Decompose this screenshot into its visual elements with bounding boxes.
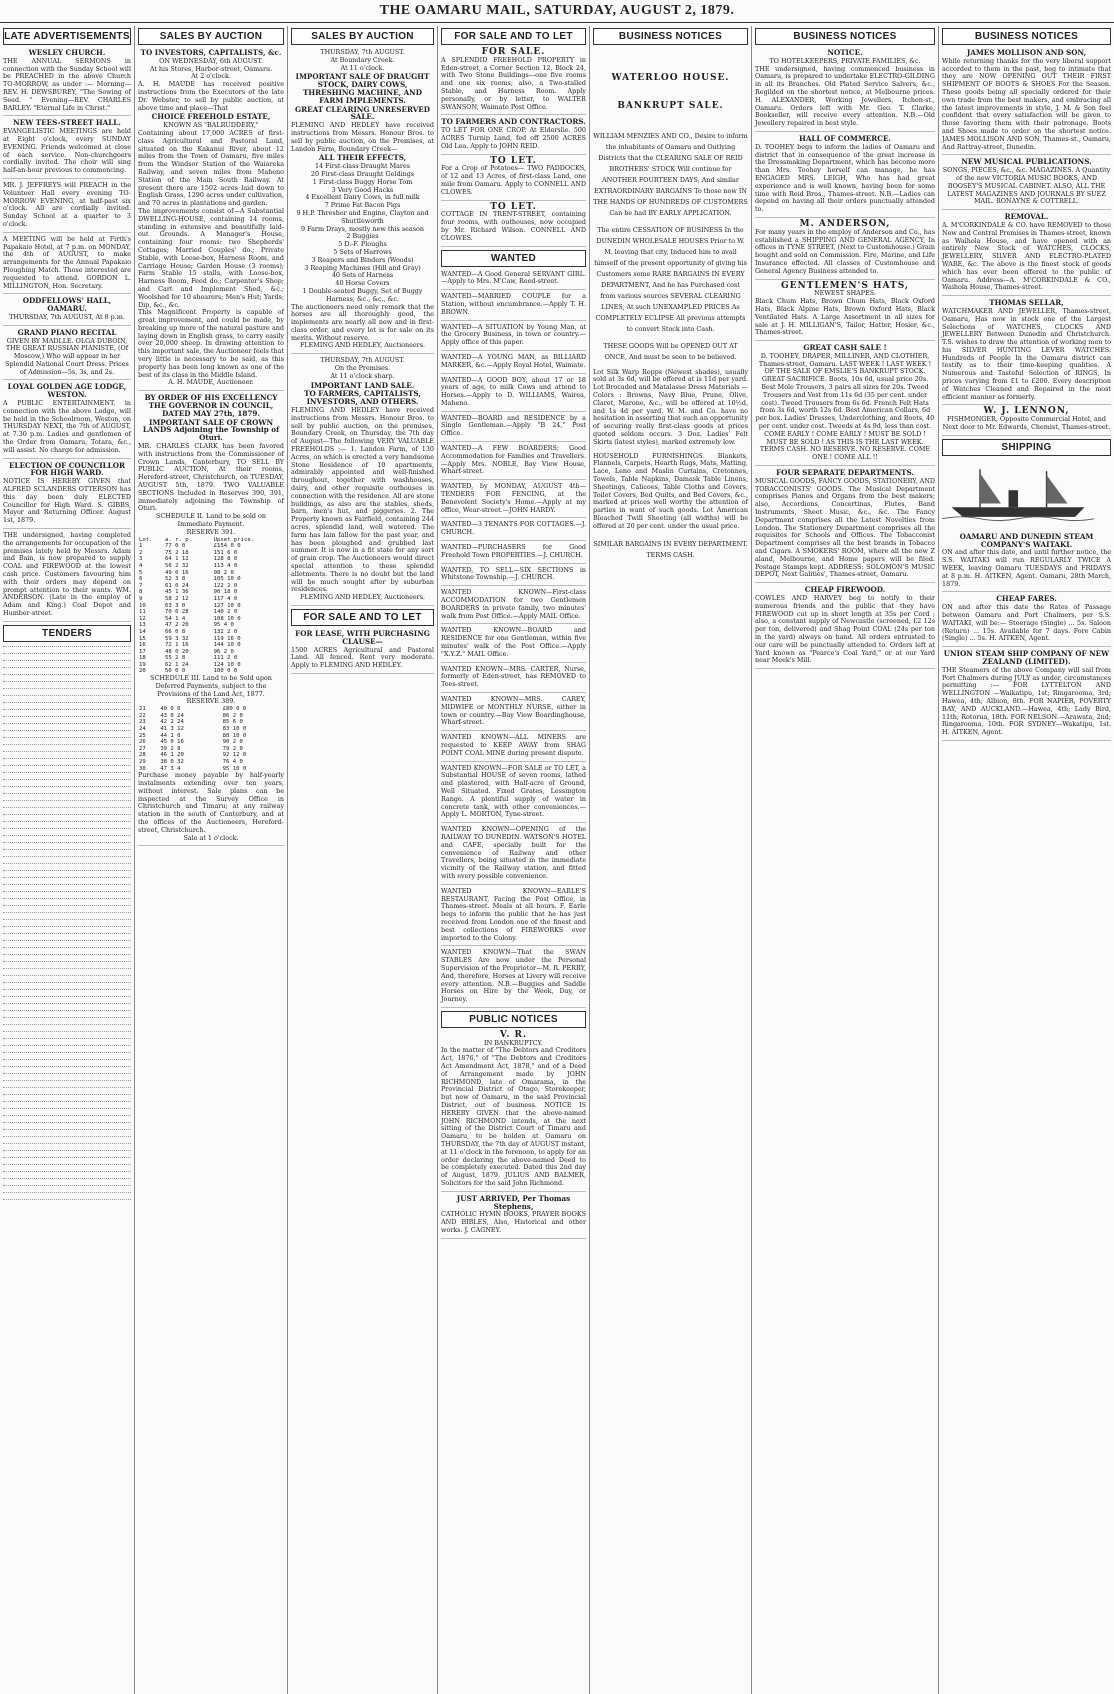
table-cell: 15	[139, 635, 146, 642]
table-cell: 12	[139, 615, 146, 622]
table-cell: 79 2 0	[222, 745, 243, 752]
table-cell: 86 2 0	[222, 712, 243, 719]
section-header-sales-1: SALES BY AUCTION	[138, 28, 284, 45]
table-row	[138, 603, 284, 610]
ad-mollison: JAMES MOLLISON AND SON, While returning thanks for the very liberal support accorded to them in the past, beg to intimate that they are NOW OPENING OUT THEIR FIRST SHIPMENT OF BOOTS & SHOES For the Season. These goods being all specially ordered for their own trade from the best makers, and embracing all the latest improvements in style, J. M. & Son feel confident that every satisfaction will be given to those favoring them with their patronage. Boots and Shoes made to order on the shortest notice. JAMES MOLLISON AND SON, Thames-st., Oamaru, And Rattray-street, Dunedin.	[942, 49, 1111, 155]
column-sales-1	[135, 26, 288, 1694]
table-cell: 124 10 0	[213, 661, 241, 668]
wanted-ad: WANTED KNOWN—MRS. CAREY, MIDWIFE or MONTHLY NURSE, either in town or country.—Bay View Boardinghouse, Wharf-street.	[441, 696, 586, 731]
table-cell: 72 1 16	[165, 642, 189, 649]
list-item: 9 Farm Drays, mostly new this season	[301, 224, 424, 233]
table-row	[138, 570, 284, 577]
table-cell: 61 0 24	[165, 582, 189, 589]
table-cell: 8	[139, 589, 143, 596]
table-row	[138, 609, 284, 616]
table-cell: 43 0 24	[160, 712, 184, 719]
table-cell: 113 4 0	[213, 562, 238, 569]
section-header-tenders: TENDERS	[3, 625, 131, 642]
list-item: 20 First-class Draught Geldings	[310, 169, 415, 178]
table-row	[138, 706, 284, 713]
table-cell: 50 0 0	[165, 668, 186, 675]
table-cell: 38 0 32	[160, 759, 184, 766]
table-cell: 3	[139, 556, 143, 563]
wanted-list	[441, 271, 586, 1008]
column-business-2	[752, 26, 939, 1694]
wanted-ad: WANTED KNOWN—ALL MINERS are requested to KEEP AWAY from SHAG POINT COAL MINE during present dispute.	[441, 734, 586, 761]
table-cell: 127 10 0	[213, 602, 241, 609]
table-cell: 144 10 0	[213, 642, 241, 649]
wanted-ad: WANTED—A GOOD BOY, about 17 or 18 years of age, to milk Cows and attend to Horses.—Apply to D. WILLIAMS, Wairea, Maheno.	[441, 377, 586, 412]
table-row	[138, 589, 284, 596]
section-header-for-sale-2: FOR SALE AND TO LET	[291, 609, 434, 626]
ad-coal-firewood: THE undersigned, having completed the arrangements for occupation of the premises lately held by Messrs. Adam and Bain, is now prepared to supply COAL and FIREWOOD at the lowest cash price. Customers favouring him with their orders may depend on prompt attention to their wants. WM. ANDERSON. (Late in the employ of Adam and King.) Coal Depot and Humber-street.	[3, 532, 131, 622]
table-cell: 96 2 0	[213, 648, 234, 655]
wanted-ad: WANTED KNOWN—OPENING of the RAILWAY TO DUNEDIN. WATSON'S HOTEL and CAFE, specially built for the convenience of Railway and other Travellers, being situated in the immediate vicinity of the Railway station, and fitted with every possible convenience.	[441, 826, 586, 885]
table-cell: 56 2 32	[165, 562, 189, 569]
table-cell: 90 18 0	[213, 589, 238, 596]
table-cell: 1	[139, 543, 143, 550]
table-cell: 41 3 12	[160, 726, 184, 733]
table-cell: £154 0 0	[213, 543, 241, 550]
wanted-ad: WANTED KNOWN—First-class ACCOMMODATION for two Gentlemen BOARDERS in private family, two minutes' walk from Post Office.—Apply MAIL Office.	[441, 589, 586, 624]
ad-piano-recital: GRAND PIANO RECITAL GIVEN BY MADLLE. OLGA DUBOIN, THE GREAT RUSSIAN PIANISTE, (Of Moscow,) Who will appear in her Splendid National Court Dress. Prices of Admission—5s, 3s, and 2s.	[3, 329, 131, 381]
ad-cheap-fares: CHEAP FARES. ON and after this date the Rates of Passage between Oamaru and Port Chalmers, per S.S. WAITAKI, will be:— Steerage (Single) ... 5s. Saloon (Return) ... 15s. Available for 7 days. Fore Cabin (Single) ... 5s. H. AITKEN, Agent.	[942, 595, 1111, 647]
column-for-sale	[438, 26, 590, 1694]
list-item: 40 Horse Covers	[335, 279, 390, 288]
ad-boundary-creek: THURSDAY, 7th AUGUST. At Boundary Creek. At 11 o'clock. IMPORTANT SALE OF DRAUGHT STOCK, DAIRY COWS, THRESHING MACHINE, AND FARM IMPLEMENTS. GREAT CLEARING UNRESERVED SALE. FLEMING AND HEDLEY have received instructions from Messrs. Honour Bros. to sell by public auction, on the Premises, at Landon Farm, Boundary Creek— ALL THEIR EFFECTS, 14 First-class Draught Mares 20 First-class Draught Geldings 1 First-class Buggy Horse Tom 3 Very Good Hacks 4 Excellent Dairy Cows, in full milk 7 Prime Fat Bacon Pigs 9 H.P. Thresher and Engine, Clayton and Shuttleworth 9 Farm Drays, mostly new this season 2 Buggies 5 D.-F. Ploughs 5 Sets of Harrows 3 Reapers and Binders (Woods) 3 Reaping Machines (Hill and Gray) 40 Sets of Harness 40 Horse Covers 1 Double-seated Buggy, Set of Buggy Harness, &c., &c., &c. The auctioneers need only remark that the horses are all thoroughly good, the implements are nearly all new and in first-class order, and every lot is for sale on its merits. Without reserve. FLEMING AND HEDLEY, Auctioneers.	[291, 49, 434, 354]
table-row	[138, 583, 284, 590]
table-cell: 64 1 12	[165, 556, 189, 563]
table-cell: 16	[139, 642, 146, 649]
wanted-ad: WANTED—A Good General SERVANT GIRL.—Apply to Mrs. M'Caw, Reed-street.	[441, 271, 586, 291]
list-item: 5 Sets of Harrows	[333, 247, 392, 256]
ad-bankruptcy: V. R. IN BANKRUPTCY. In the matter of "The Debtors and Creditors Act, 1876," of "The Debtors and Creditors Act Amendment Act, 1878," and of a Deed of Arrangement made by JOHN RICHMOND, late of Omarama, in the Provincial District of Otago, Storekeeper, but now of Oamaru, in the said Provincial District, out of business. NOTICE IS HEREBY GIVEN that the above-named JOHN RICHMOND intends, at the next sitting of the District Court of Timaru and Oamaru, to be holden at Oamaru on THURSDAY, the 7th day of AUGUST instant, at 11 o'clock in the forenoon, to apply for an order declaring the above-named Deed to be completely executed. Dated this 2nd day of August, 1879. JULIUS AND BALMER, Solicitors for the said John Richmond.	[441, 1032, 586, 1192]
table-cell: 76 4 0	[222, 759, 243, 766]
list-item: 3 Reaping Machines (Hill and Gray)	[304, 263, 421, 272]
ad-jeffreys: MR. J. JEFFREYS will PREACH in the Volunteer Hall every evening TO-MORROW EVENING, at half-past six o'clock. All are cordially invited. Sunday School at a quarter to 3 o'clock.	[3, 182, 131, 233]
ad-balruddery: TO INVESTORS, CAPITALISTS, &c. ON WEDNESDAY, 6th AUGUST. At his Stores, Harbor-street, Oamaru. At 2 o'clock. A. H. MAUDE has received positive instructions from the Executors of the late Dr. Webster, to sell by public auction, at above time and place—That CHOICE FREEHOLD ESTATE, KNOWN AS "BALRUDDERY," Containing about 17,000 ACRES of first-class Agricultural and Pastoral Land, situated on the Kakanui River, about 12 miles from the Town of Oamaru, five miles from the Windsor Station of the Waiareka Railway, and seven miles from Maheno Station of the Main South Railway. At present there are 1502 acres laid down to English Grass, 1290 acres under cultivation, and 70 acres in plantations and garden. The improvements consist of—A Substantial DWELLING-HOUSE, containing 14 rooms, standing in extensive and beautifully laid-out Grounds. A Manager's House, containing four rooms: two Shepherds' Cottages; Married Couples' do.; Private Stable, with Loose-box, Harness Room, and Carriage House; Garden House (3 rooms); Farm Stable 15 stalls, with Loose-box, Harness Room, Feed do.; Carpenter's Shop; and Cart and Implement Shed, &c.; Woolshed for 10 shearers; Men's Hut; Yards; Dip, &c., &c. This Magnificent Property is capable of great improvement, and could be made, by breaking up more of the natural pasture and laying down in English grass, to carry easily over 20,000 sheep. In drawing attention to this important sale, the Auctioneer feels that very little is necessary to be said, as this property has been long known as one of the best of its class in the Middle Island. A. H. MAUDE, Auctioneer.	[138, 49, 284, 391]
ad-hall-of-commerce: HALL OF COMMERCE. D. TOOHEY begs to inform the ladies of Oamaru and district that in consequence of the great increase in the Dressmaking Department, which has become more than Mrs. Toohey herself can manage, he has ENGAGED MRS. LEIGH, Who has had great experience and is well known, having been for some time with Reid Bros., Thames-street. N.B.—Ladies can depend on having all their orders punctually attended to.	[755, 135, 935, 218]
list-item: 1 First-class Buggy Horse Tom	[312, 177, 413, 186]
table-cell: 77 0 0	[165, 543, 186, 550]
table-cell: 140 2 0	[213, 609, 238, 616]
table-cell: 90 2 0	[222, 739, 243, 746]
table-cell: 63 3 0	[165, 602, 186, 609]
table-cell: 54 1 4	[165, 615, 186, 622]
table-cell: 85 6 0	[222, 719, 243, 726]
section-header-for-sale: FOR SALE AND TO LET	[441, 28, 586, 45]
wanted-ad: WANTED, by MONDAY, AUGUST 4th—TENDERS FOR FENCING, at the Benevolent Society's Home.—Apply at my office, Wear-street.—JOHN HARDY.	[441, 483, 586, 518]
table-cell: 18	[139, 655, 146, 662]
table-cell: 6	[139, 576, 143, 583]
lots-table: Lot. a. r. p. Upset price. 1 77 0 0 £154 0 0 2 75 2 18 151 6 0 3 64 1 12 128 8 0 4 56 2 32 113 4 0 5 49 0 16 98 2 0 6 52 3 8 105 10 0 7 61 0 24 122 2 0 8 45 1 36 90 18 0 9 58 2 12 117 4 0 10 63 3 0 127 10 0 11 70 0 28 140 2 0 12 54 1 4 108 10 0 13 47 2 20 95 4 0 14 66 0 8 132 2 0 15 59 3 32 119 16 0 16 72 1 16 144 10 0 17 48 0 20 96 2 0 18 55 2 8 111 2 0 19 62 1 24 124 10 0 20 50 0 0 100 0 0	[138, 537, 284, 675]
wanted-ad: WANTED KNOWN—That the SWAN STABLES Are now under the Personal Supervision of the Proprietor—M. R. PERRY, And, therefore, Horses at Livery will receive every attention. N.B.—Buggies and Saddle Horses on Hire by the Week, Day, or Journey.	[441, 949, 586, 1008]
ad-musical-publications: NEW MUSICAL PUBLICATIONS. SONGS, PIECES, &c., &c. MAGAZINES. A Quantity of the new VICTORIA MUSIC BOOKS, AND BOOSEY'S MUSICAL CABINET. ALSO, ALL THE LATEST MAGAZINES AND JOURNALS BY SUEZ MAIL. RONAYNE & COTTRELL.	[942, 158, 1111, 210]
table-cell: 5	[139, 569, 143, 576]
ad-union-steam: UNION STEAM SHIP COMPANY OF NEW ZEALAND (LIMITED). THE Steamers of the above Company will sail from Port Chalmers during JULY as under, circumstances permitting :— FOR LYTTELTON AND WELLINGTON —Waikatipu, 1st; Ringarooma, 3rd; Hawea, 4th; Albion, 8th. FOR NAPIER, POVERTY BAY, AND AUCKLAND.—Hawea, 4th; Lady Bird, 11th; Rotorua, 18th. FOR NELSON.—Arawata, 2nd; Ringarooma, 10th. FOR SYDNEY—Wakatipu, 1st. H. AITKEN, Agent.	[942, 650, 1111, 741]
table-cell: 95 10 0	[222, 765, 247, 772]
ad-lease: FOR LEASE, WITH PURCHASING CLAUSE— 1500 ACRES Agricultural and Pastoral Land. All fenced. Rent very moderate. Apply to FLEMING AND HEDLEY.	[291, 630, 434, 674]
table-cell: 29	[139, 759, 146, 766]
table-cell: £80 0 0	[222, 706, 247, 713]
table-row	[138, 642, 284, 649]
column-business-1	[590, 26, 752, 1694]
section-header-shipping: SHIPPING	[942, 439, 1111, 456]
column-business-3	[939, 26, 1114, 1694]
table-cell: 55 2 8	[165, 655, 186, 662]
table-row	[138, 550, 284, 557]
wanted-ad: WANTED KNOWN—FOR SALE or TO LET, a Substantial HOUSE of seven rooms, lathed and plastered, with Half-acre of Ground, Well Situated. Fixed Grates, Lessington Range. A plentiful supply of water in concrete tank, with other conveniences.—Apply L. MORTON, Tyne-street.	[441, 765, 586, 824]
ad-electro-gilding: NOTICE. TO HOTELKEEPERS, PRIVATE FAMILIES, &c. THE undersigned, having commenced business in Oamaru, is prepared to undertake ELECTRO-GILDING in all its Branches. Old Plated Service Salvers, &c., Regilded on the shortest notice, at Melbourne prices. H. ALEXANDER, Working Jewellers, Itchen-st., Oamaru. Orders left with Mr. Geo. T. Clarke, Bookseller, will receive every attention. N.B.—Old Jewellery repaired in best style.	[755, 49, 935, 132]
table-cell: 119 16 0	[213, 635, 241, 642]
wanted-ad: WANTED—A YOUNG MAN, as BILLIARD MARKER, &c.—Apply Royal Hotel, Waimate.	[441, 354, 586, 374]
table-cell: 58 2 12	[165, 595, 189, 602]
wanted-ad: WANTED—A SITUATION by Young Man, at the Grocery Business, in town or country.—Apply office of this paper.	[441, 324, 586, 351]
table-row	[138, 655, 284, 662]
ad-cottage: TO LET. COTTAGE IN TRENT-STREET, containing four rooms, with outhouses, now occupied by Mr. Richard Wilson. CONNELL AND CLOWES.	[441, 204, 586, 247]
columns	[0, 26, 1114, 1694]
table-cell: 45 1 36	[165, 589, 189, 596]
ad-papakaio-meeting: A MEETING will be held at Firth's Papakaio Hotel, at 7 p.m. on MONDAY, the 4th of AUGUST, to make arrangements for the Annual Papakaio Ploughing Match. Those interested are requested to attend. GORDON L. MILLINGTON, Hon. Secretary.	[3, 236, 131, 295]
table-cell: 48 0 20	[165, 648, 189, 655]
ad-freehold-property: FOR SALE. A SPLENDID FREEHOLD PROPERTY in Eden-street, a Corner Section 12, Block 24, with Two Stone Buildings—one five rooms and one six rooms; also, a Two-stalled Stable, and Harness Room. Apply personally, or by letter, to WALTER SWANSON, Waimate Post Office.	[441, 49, 586, 115]
table-cell: 70 0 28	[165, 609, 189, 616]
table-cell: 117 4 0	[213, 595, 238, 602]
table-cell: 19	[139, 661, 146, 668]
ad-waitaki: OAMARU AND DUNEDIN STEAM COMPANY'S WAITAKI. ON and after this date, and until further notice, the S.S. WAITAKI will run REGULARLY TWICE A WEEK, leaving Oamaru TUESDAYS and FRIDAYS at 8 p.m. H. AITKEN, Agent. Oamaru, 28th March, 1879.	[942, 533, 1111, 593]
table-cell: 21	[139, 706, 146, 713]
list-item: 5 D.-F. Ploughs	[338, 240, 387, 249]
table-cell: 122 2 0	[213, 582, 238, 589]
wanted-ad: WANTED—BOARD and RESIDENCE by a Single Gentleman.—Apply "B 24," Post Office.	[441, 415, 586, 442]
table-row	[138, 746, 284, 753]
table-cell: 39 2 8	[160, 745, 181, 752]
ad-tees-street-hall: NEW TEES-STREET HALL. EVANGELISTIC MEETINGS are held at Eight o'clock, every SUNDAY EVENING. Friends welcomed at close of each service. Non-churchgoers cordially invited. The choir will sing half-an-hour previous to commencing.	[3, 119, 131, 179]
ad-crown-lands: BY ORDER OF HIS EXCELLENCY THE GOVERNOR IN COUNCIL, DATED MAY 27th, 1879. IMPORTANT SALE OF CROWN LANDS Adjoining the Township of Oturi. MR. CHARLES CLARK has been favored with instructions from the Commissioner of Crown Lands, Canterbury, TO SELL BY PUBLIC AUCTION, At their rooms, Hereford-street, Christchurch, on TUESDAY, AUGUST 5th, 1879. TWO VALUABLE SECTIONS Included in Reserves 390, 391, immediately adjoining the Township of Oturi. SCHEDULE II. Land to be sold on Immediate Payment. RESERVE 391. Lot. a. r. p. Upset price. 1 77 0 0 £154 0 0 2 75 2 18 151 6 0 3 64 1 12 128 8 0 4 56 2 32 113 4 0 5 49 0 16 98 2 0 6 52 3 8 105 10 0 7 61 0 24 122 2 0 8 45 1 36 90 18 0 9 58 2 12 117 4 0 10 63 3 0 127 10 0 11 70 0 28 140 2 0 12 54 1 4 108 10 0 13 47 2 20 95 4 0 14 66 0 8 132 2 0 15 59 3 32 119 16 0 16 72 1 16 144 10 0 17 48 0 20 96 2 0 18 55 2 8 111 2 0 19 62 1 24 124 10 0 20 50 0 0 100 0 0 SCHEDULE III. Land to be Sold upon Deferred Payments, subject to the Provisions of the Land Act, 1877. RESERVE 389. 21 40 0 0 £80 0 0 22 43 0 24 86 2 0 23 42 2 24 85 6 0 24 41 3 12 83 10 0 25 44 1 0 88 10 0 26 45 0 16 90 2 0 27 39 2 8 79 2 0 28 46 1 20 92 12 0 29 38 0 32 76 4 0 30 47 3 4 95 10 0 Purchase money payable by half-yearly instalments extending over ten years, without interest. Sale plans can be inspected at the Survey Office in Christchurch and Timaru; at any railway station in the south of Canterbury, and at the offices of the Auctioneers, Hereford-street, Christchurch. Sale at 1 o'clock.	[138, 394, 284, 846]
table-cell: 26	[139, 739, 146, 746]
wanted-ad: WANTED KNOWN—BOARD and RESIDENCE for one Gentleman, within five minutes' walk of the Post Office.—Apply "X.Y.Z." MAIL Office.	[441, 627, 586, 662]
table-cell: 22	[139, 712, 146, 719]
ad-wesley-church: WESLEY CHURCH. THE ANNUAL SERMONS in connection with the Sunday School will be PREACHED in the above Church TO-MORROW, as under :— Morning—REV. H. DEWSBUREY, "The Sowing of Seed. " Evening—REV. CHARLES BARLEY. "Eternal Life in Christ."	[3, 49, 131, 116]
ad-land-sale: THURSDAY, 7th AUGUST. On the Premises. At 11 o'clock sharp. IMPORTANT LAND SALE. TO FARMERS, CAPITALISTS, INVESTORS, AND OTHERS. FLEMING AND HEDLEY have received instructions from Messrs. Honour Bros. to sell by public auction, on the premises, Boundary Creek, on Thursday, the 7th day of August—The following VERY VALUABLE FREEHOLDS :— 1. Landon Farm, of 130 Acres, on which is erected a very handsome Stone Residence of 10 apartments, admirably appointed and well-finished throughout, together with washhouses, dairy, and other requisite outhouses in connection with the residence. All are stone buildings, as also are the stables, sheds, barn, men's hut, and piggeries. 2. The Property known as Fairfield, containing 244 acres, splendid land, well watered. The farm has lain fallow for the past year, and has been ploughed and grubbed last summer. It is now in a fit state for any sort of grain crop. The Auctioneers would direct special attention to these splendid allotments. There is no doubt but the land will be much sought after by suburban residences. FLEMING AND HEDLEY, Auctioneers.	[291, 357, 434, 606]
ad-oddfellows-hall: ODDFELLOWS' HALL, OAMARU. THURSDAY, 7th AUGUST, At 8 p.m.	[3, 297, 131, 325]
section-header-sales-2: SALES BY AUCTION	[291, 28, 434, 45]
table-row	[138, 739, 284, 746]
table-row	[138, 713, 284, 720]
ad-hymn-books: JUST ARRIVED, Per Thomas Stephens, CATHOLIC HYMN BOOKS, PRAYER BOOKS AND BIBLES, Also, Historical and other works. J. CAGNEY.	[441, 1195, 586, 1239]
table-row	[138, 733, 284, 740]
table-cell: 52 3 8	[165, 576, 186, 583]
section-header-public-notices: PUBLIC NOTICES	[441, 1011, 586, 1028]
ad-farmers: TO FARMERS AND CONTRACTORS. TO LET FOR ONE CROP. At Elderslie. 500 ACRES Turnip Land, fed off 2500 ACRES Old Lea. Apply to JOHN REID.	[441, 118, 586, 154]
ad-hats: GENTLEMEN'S HATS, NEWEST SHAPES. Black Chum Hats, Brown Chum Hats, Black Oxford Hats, Black Alpine Hats, Brown Oxford Hats, Black Ventilated Hats. A Large Assortment in all sizes for sale at J. H. MILLIGAN'S, Tailor, Hatter, Hosier, &c., Thames-street.	[755, 283, 935, 342]
wanted-ad: WANTED, TO SELL—SIX SECTIONS in Whitstone Township.—J. CHURCH.	[441, 567, 586, 587]
effects-list	[291, 163, 434, 303]
table-cell: 151 6 0	[213, 549, 238, 556]
table-cell: 17	[139, 648, 146, 655]
table-cell: 95 4 0	[213, 622, 234, 629]
table-cell: 88 10 0	[222, 732, 247, 739]
table-row	[138, 576, 284, 583]
table-row	[138, 759, 284, 766]
table-row	[138, 726, 284, 733]
ad-removal: REMOVAL. A. M'CORKINDALE & CO. have REMOVED to those New and Central Premises in Thames-street, known as Waihola House, and have opened with an entirely New Stock of WATCHES, CLOCKS, JEWELLERY, SILVER AND ELECTRO-PLATED WARE, &c. The above is the finest stock of goods which has ever been offered to the public of Oamaru. Address—A. M'CORKINDALE & CO., Waihola House, Thames-street.	[942, 213, 1111, 296]
table-cell: 7	[139, 582, 143, 589]
table-row	[138, 556, 284, 563]
table-cell: 28	[139, 752, 146, 759]
table-cell: 24	[139, 726, 146, 733]
table-cell: 2	[139, 549, 143, 556]
table-cell: 40 0 0	[160, 706, 181, 713]
list-item: 4 Excellent Dairy Cows, in full milk	[305, 193, 420, 202]
wanted-ad: WANTED—MARRIED COUPLE for a Station, without encumbrance.—Apply T. H. BROWN.	[441, 293, 586, 320]
table-cell: 4	[139, 562, 143, 569]
table-row	[138, 543, 284, 550]
section-header-business-2: BUSINESS NOTICES	[755, 28, 935, 45]
table-cell: 23	[139, 719, 146, 726]
ad-firewood: CHEAP FIREWOOD. COWLES AND HARVEY beg to notify to their numerous friends and the public that they have FIREWOOD cut up in short length at 35s per Cord ; also, a constant supply of Newcastle (screened, £2 12s per ton, delivered) and Shag Point COAL (24s per ton in the yard) always on hand. All orders entrusted to our care will be punctually attended to. Orders left at Yard known as "Pearce's Coal Yard," or at our Yard near Meek's Mill.	[755, 586, 935, 669]
table-cell: 105 10 0	[213, 576, 241, 583]
table-row	[138, 596, 284, 603]
masthead: THE OAMARU MAIL, SATURDAY, AUGUST 2, 1879.	[0, 0, 1114, 23]
table-cell: 44 1 0	[160, 732, 181, 739]
table-cell: 62 1 24	[165, 661, 189, 668]
column-sales-2	[288, 26, 438, 1694]
table-row	[138, 563, 284, 570]
table-cell: 66 0 8	[165, 628, 186, 635]
table-row	[138, 662, 284, 669]
table-cell: 30	[139, 765, 146, 772]
table-row	[138, 649, 284, 656]
table-cell: 42 2 24	[160, 719, 184, 726]
lots-table-2	[138, 706, 284, 772]
column-late-ads	[0, 26, 135, 1694]
list-item: 9 H.P. Thresher and Engine, Clayton and Shuttleworth	[296, 208, 429, 225]
table-cell: 111 2 0	[213, 655, 238, 662]
table-row	[138, 752, 284, 759]
ad-anderson: M. ANDERSON, For many years in the employ of Anderson and Co., has established a SHIPPING AND GENERAL AGENCY, In offices in TYNE STREET, (Next to Customhouse.) Grain bought and sold on Commission. Fire, Marine, and Life Insurance effected. All classes of Customhouse and General Agency Business attended to.	[755, 221, 935, 280]
list-item: 14 First-class Draught Mares	[314, 162, 411, 171]
ad-paddocks: TO LET. For a Crop of Potatoes— TWO PADDOCKS, of 12 and 13 Acres, of first-class Land, one mile from Oamaru. Apply to CONNELL AND CLOWES.	[441, 158, 586, 201]
table-cell: 75 2 18	[165, 549, 189, 556]
section-header-business-3: BUSINESS NOTICES	[942, 28, 1111, 45]
ad-golden-age-lodge: LOYAL GOLDEN AGE LODGE, WESTON. A PUBLIC ENTERTAINMENT, in connection with the above Lodge, will be held in the Schoolroom, Weston, on THURSDAY NEXT, the 7th of AUGUST, at 7.30 p.m. Ladies and gentlemen of the Order from Oamaru, Totara, &c., will assist. No charge for admission.	[3, 383, 131, 458]
ad-music-depot: FOUR SEPARATE DEPARTMENTS. MUSICAL GOODS, FANCY GOODS, STATIONERY, AND TOBACCONISTS' GOODS. The Musical Department comprises Pianos and Organs from the best makers; also, Accordions, Concertinas, Flutes, Band Instruments, Sheet Music, &c., &c. The Fancy Department comprises all the Latest Novelties from London. The Stationery Department comprises all the requisites for Schools and Offices. The Tobacconist Department comprises all the best brands in Tobacco and Cigars. A SMOKERS' ROOM, where all the new Z aland, Melbourne, and Home papers will be filed. Postage Stamps kept. ADDRESS: SOLOMON'S MUSIC DEPOT, Next Galities', Thames-street, Oamaru.	[755, 469, 935, 583]
table-cell: 83 10 0	[222, 726, 247, 733]
section-header-late-ads: LATE ADVERTISEMENTS	[3, 28, 131, 45]
table-row	[138, 636, 284, 643]
table-row	[138, 719, 284, 726]
steamship-icon	[942, 464, 1094, 524]
wanted-ad: WANTED—3 TENANTS FOR COTTAGES.—J. CHURCH.	[441, 521, 586, 541]
table-cell: 20	[139, 668, 146, 675]
table-row	[138, 622, 284, 629]
table-cell: 59 3 32	[165, 635, 189, 642]
table-cell: 25	[139, 732, 146, 739]
section-header-business-1: BUSINESS NOTICES	[593, 28, 748, 45]
table-cell: 14	[139, 628, 146, 635]
table-cell: 27	[139, 745, 146, 752]
table-cell: 13	[139, 622, 146, 629]
wanted-ad: WANTED—PURCHASERS for Good Freehold Town PROPERTIES.—J. CHURCH.	[441, 544, 586, 564]
table-cell: 108 10 0	[213, 615, 241, 622]
list-item: 3 Very Good Hacks	[331, 185, 394, 194]
table-cell: 47 3 4	[160, 765, 181, 772]
table-cell: 47 2 20	[165, 622, 189, 629]
wanted-ad: WANTED—A FEW BOARDERS; Good Accommodation for Families and Travellers.—Apply Mrs. NOBLE, Bay View House, Wharf-street.	[441, 445, 586, 480]
ad-lennon: W. J. LENNON, FISHMONGER, Opposite Commercial Hotel, and Next door to Mr. Edwards, Chemist, Thames-street.	[942, 408, 1111, 435]
table-cell: 92 12 0	[222, 752, 247, 759]
table-cell: 10	[139, 602, 146, 609]
wanted-ad: WANTED KNOWN—MRS. CARTER, Nurse, formerly of Eden-street, has REMOVED to Tees-street.	[441, 666, 586, 693]
list-item: 7 Prime Fat Bacon Pigs	[324, 201, 401, 210]
wanted-ad: WANTED KNOWN—EARLE'S RESTAURANT, Facing the Post Office, in Thames-street. Meals at all hours. F. Earle begs to inform the public that he has just received from London one of the finest and best collections of FIREWORKS ever imported to the Colony.	[441, 888, 586, 947]
ad-sellar: THOMAS SELLAR, WATCHMAKER AND JEWELLER, Thames-street, Oamaru, Has now in stock one of the Largest Selections of WATCHES, CLOCKS AND JEWELLERY Between Dunedin and Christchurch. T.S. wishes to draw the attention of working men to his SILVER HUNTING LEVER WATCHES. Hundreds of People In the Oamaru district can testify as to their time-keeping qualities. A Numerous and Tasteful Selection of RINGS, In prices varying from £1 to £200. Every description of Watches Cleaned and Repaired in the most efficient manner as formerly.	[942, 299, 1111, 405]
ad-waterloo-house: WATERLOO HOUSE. BANKRUPT SALE. WILLIAM MENZIES AND CO., Desire to inform the inhabitants of Oamaru and Outlying Districts that the CLEARING SALE OF REID BROTHERS' STOCK Will continue for ANOTHER FOURTEEN DAYS, And similar EXTRAORDINARY BARGAINS To those now IN THE HANDS OF HUNDREDS OF CUSTOMERS Can be had BY EARLY APPLICATION. The entire CESSATION OF BUSINESS In the DUNEDIN WHOLESALE HOUSES Prior to W. M. leaving that city, Induced him to avail himself of the present opportunity of giving his Customers some RARE BARGAINS IN EVERY DEPARTMENT, And he has Purchased cost from various sources SEVERAL CLEARING LINES, At such UNEXAMPLED PRICES As COMPLETELY ECLIPSE All previous attempts to convert Stock into Cash. THESE GOODS Will be OPENED OUT AT ONCE, And must be seen to be believed. Lot Silk Warp Repps (Newest shades), usually sold at 3s 6d, will be offered at is 11d per yard. Lot Brocaded and Matalasse Dress Materials —Colors : Browns, Navy Blue, Prune, Olive, Claret, Marone, &c., will be offered at 10½d, and 1s 4d per yard. W. M. and Co. have no hesitation in asserting that such an opportunity of securing really first-class goods at prices quoted seldom occurs. 3 Doz. Ladies' Felt Skirts (latest styles), marked extremely low. HOUSEHOLD FURNISHINGS. Blankets, Flannels, Carpets, Hearth Rugs, Mats, Matting, Lace, Leno and Muslin Curtains, Cretonnes, Towels, Table Napkins, Damask Table Linens, Sheetings, Calicoes, Table Cloths and Covers, Toilet Covers, Bed Quilts, and Bed Covers, &c., marked at prices well worthy the attention of parties in want of such goods. Lot American Bleached Twill Sheeting (all widths) will be offered at 20 per cent. under the usual price. SIMILAR BARGAINS IN EVERY DEPARTMENT. TERMS CASH.	[593, 73, 748, 559]
table-cell: 128 8 0	[213, 556, 238, 563]
section-header-wanted: WANTED	[441, 250, 586, 267]
table-row	[138, 616, 284, 623]
table-cell: 45 0 16	[160, 739, 184, 746]
table-cell: 98 2 0	[213, 569, 234, 576]
list-item: 1 Double-seated Buggy, Set of Buggy Harness, &c., &c., &c.	[302, 286, 423, 303]
table-cell: 100 0 0	[213, 668, 238, 675]
table-row	[138, 629, 284, 636]
ad-election: ELECTION OF COUNCILLOR FOR HIGH WARD. NOTICE IS HEREBY GIVEN that ALFRED SCLANDERS OTTERSON has this day been duly ELECTED Councillor for High Ward. S. GIBBS, Mayor and Returning Officer. August 1st, 1879.	[3, 462, 131, 529]
list-item: 2 Buggies	[346, 232, 379, 241]
table-cell: 132 2 0	[213, 628, 238, 635]
tenders-fill	[3, 646, 131, 1204]
table-cell: 49 0 16	[165, 569, 189, 576]
ad-cash-sale: GREAT CASH SALE ! D. TOOHEY, DRAPER, MILLINER, AND CLOTHIER, Thames-street, Oamaru. LAST WEEK ! LAST WEEK ! OF THE SALE OF EMSLIE'S BANKRUPT STOCK. GREAT SACRIFICE. Boots, 10s 6d, usual price 20s. Best Mole Trousers, 3 pairs all sizes for 20s. Tweed Trousers and Vest from 11s 6d (35 per cent. under cost). Tweed Trousers from 6s 6d. French Felt Hats from 3s 6d, worth 12s 6d. Best American Collars, 6d per box. Ladies' Dresses, Underclothing, and Boots, 40 per cent. under cost. Tweeds at 4s 9d, less than cost. COME EARLY ! COME EARLY ! MUST BE SOLD ! MUST BE SOLD ! AS THIS IS THE LAST WEEK. TERMS CASH. NO RESERVE. NO RESERVE. COME ONE ! COME ALL !!	[755, 344, 935, 466]
list-item: 40 Sets of Harness	[331, 271, 394, 280]
table-cell: 46 1 20	[160, 752, 184, 759]
table-cell: 9	[139, 595, 143, 602]
table-cell: 11	[139, 609, 146, 616]
list-item: 3 Reapers and Binders (Woods)	[311, 255, 414, 264]
